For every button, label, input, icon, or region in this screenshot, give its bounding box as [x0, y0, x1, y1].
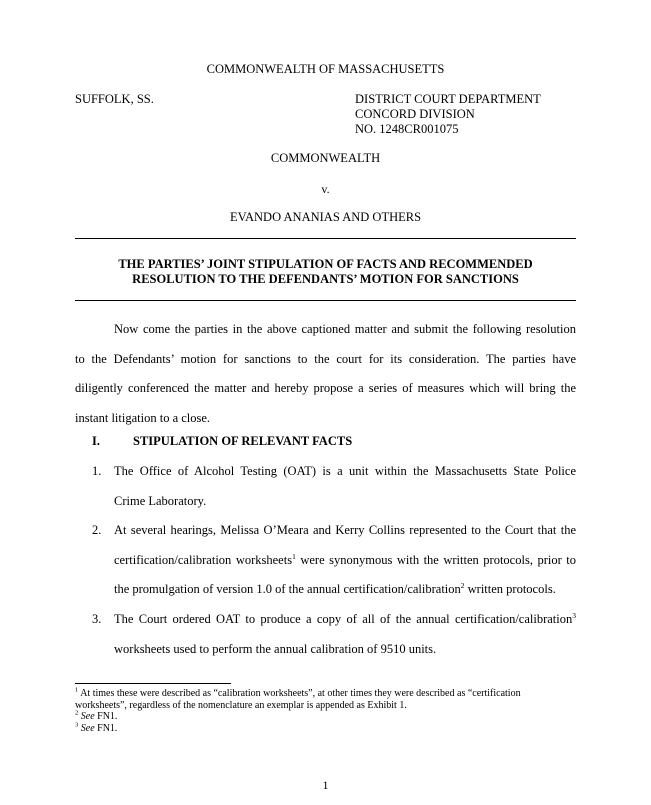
- list-item-line: [114, 575, 576, 605]
- footnote-text: FN1.: [94, 722, 118, 734]
- court-division: CONCORD DIVISION: [355, 107, 475, 121]
- list-item-line: [114, 546, 576, 576]
- versus-label: v.: [321, 182, 330, 196]
- jurisdiction-heading: COMMONWEALTH OF MASSACHUSETTS: [206, 62, 445, 76]
- footnote-ref[interactable]: 1: [292, 551, 296, 561]
- list-item-line: Crime Laboratory.: [114, 493, 207, 508]
- footnote-ref[interactable]: 2: [460, 580, 465, 590]
- document-title-line: RESOLUTION TO THE DEFENDANTS’ MOTION FOR SANCTIONS: [132, 272, 519, 286]
- list-item-text: The Court ordered OAT to produce a copy of all of the annual certification/calibration: [114, 612, 573, 626]
- list-item-text: the promulgation of version 1.0 of the annual certification/calibration: [114, 582, 461, 596]
- docket-number: NO. 1248CR001075: [355, 122, 459, 136]
- intro-paragraph: [75, 315, 576, 433]
- footnote: [75, 711, 576, 723]
- footnote-italic: See: [80, 711, 95, 722]
- list-item-text: were synonymous with the written protocols, prior to: [295, 552, 576, 567]
- county-label: SUFFOLK, SS.: [75, 92, 154, 106]
- footnote-text-continued: worksheets”, regardless of the nomenclature an exemplar is appended as Exhibit 1.: [75, 699, 407, 711]
- footnote-separator: [75, 683, 231, 684]
- footnote-mark: 2: [75, 709, 79, 717]
- page-number: 1: [322, 778, 329, 792]
- list-item-text: written protocols.: [464, 582, 556, 596]
- footnote-italic: See: [80, 722, 95, 734]
- list-item-number: 1.: [92, 464, 102, 478]
- list-item-text: certification/calibration worksheets: [114, 552, 293, 567]
- defendant-name: EVANDO ANANIAS AND OTHERS: [229, 210, 422, 224]
- plaintiff-name: COMMONWEALTH: [270, 151, 381, 165]
- court-department: DISTRICT COURT DEPARTMENT: [355, 92, 541, 106]
- intro-line: to the Defendants’ motion for sanctions to the court for its consideration. The parties have: [75, 351, 576, 366]
- list-item-line: [114, 605, 576, 635]
- list-item-line: worksheets used to perform the annual calibration of 9510 units.: [114, 641, 437, 656]
- intro-line: diligently conferenced the matter and hereby propose a series of measures which will bring the: [75, 381, 576, 395]
- section-number: I.: [92, 434, 100, 448]
- list-item-number: 2.: [92, 523, 102, 537]
- footnote: [75, 688, 576, 700]
- list-item: [92, 605, 576, 664]
- title-bottom-rule: [75, 300, 576, 301]
- list-item: [92, 457, 576, 516]
- document-title: [0, 257, 651, 287]
- footnote-text: FN1.: [94, 711, 118, 722]
- footnotes: [75, 688, 576, 734]
- section-heading: [92, 434, 352, 449]
- list-item: [92, 516, 576, 605]
- footnote: [75, 723, 576, 735]
- document-title-line: THE PARTIES’ JOINT STIPULATION OF FACTS AND RECOMMENDED: [118, 257, 533, 271]
- list-item-line: The Office of Alcohol Testing (OAT) is a unit within the Massachusetts State Police: [114, 464, 576, 478]
- intro-line: instant litigation to a close.: [75, 410, 211, 425]
- intro-line: Now come the parties in the above captioned matter and submit the following resolution: [114, 322, 576, 336]
- footnote-ref[interactable]: 3: [572, 610, 576, 620]
- list-item-line: At several hearings, Melissa O’Meara and Kerry Collins represented to the Court that the: [114, 523, 576, 537]
- court-block: [355, 92, 541, 137]
- section-heading-text: STIPULATION OF RELEVANT FACTS: [133, 434, 353, 448]
- title-top-rule: [75, 238, 576, 239]
- footnote-mark: 3: [75, 721, 79, 729]
- list-item-number: 3.: [92, 612, 102, 626]
- footnote-mark: 1: [75, 686, 79, 694]
- footnote-text: At times these were described as “calibration worksheets”, at other times they were described as “certification: [78, 688, 521, 699]
